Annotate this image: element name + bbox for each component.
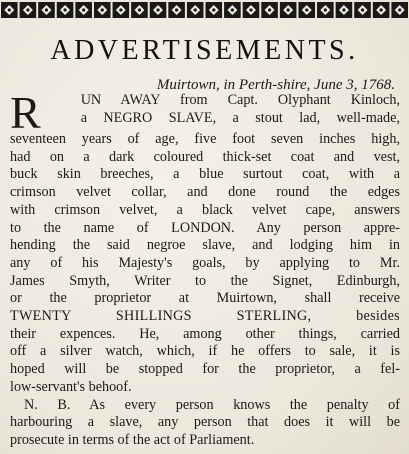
advert-line: with crimson velvet, a black velvet cape, answers <box>10 201 400 218</box>
advert-line: TWENTY SHILLINGS STERLING, besides <box>10 308 400 325</box>
advertisement-body <box>10 92 400 450</box>
border-ornament <box>336 2 353 18</box>
advert-line: a NEGRO SLAVE, a stout lad, well-made, <box>80 109 400 126</box>
advert-line: or the proprietor at Muirtown, shall receive <box>10 290 400 307</box>
drop-cap: R <box>10 92 41 131</box>
ornament-row <box>0 0 409 22</box>
section-heading: ADVERTISEMENTS. <box>50 35 359 66</box>
note-line: harbouring a slave, any person that does it will be <box>10 414 400 431</box>
dateline: Muirtown, in Perth-shire, June 3, 1768. <box>156 77 395 93</box>
advert-line: their expences. He, among other things, carried <box>10 325 400 342</box>
border-ornament <box>224 2 241 18</box>
border-ornament <box>1 2 18 18</box>
note-line: N. B. As every person knows the penalty of <box>24 396 400 413</box>
advert-line: crimson velvet collar, and done round the edges <box>10 184 400 201</box>
advert-line: UN AWAY from Capt. Olyphant Kinloch, <box>80 92 400 108</box>
advert-line: James Smyth, Writer to the Signet, Edinburgh, <box>10 272 400 289</box>
advert-line: to the name of LONDON. Any person appre- <box>10 219 400 236</box>
border-ornament <box>94 2 111 18</box>
border-ornament <box>354 2 371 18</box>
border-ornament <box>168 2 185 18</box>
border-ornament <box>206 2 223 18</box>
opening-paragraph-lead <box>10 92 400 131</box>
advert-line: off a silver watch, which, if he offers to sale, it is <box>10 343 400 360</box>
border-ornament <box>150 2 167 18</box>
advert-line: seventeen years of age, five foot seven inches high, <box>10 131 400 147</box>
border-ornament <box>373 2 390 18</box>
border-ornament <box>113 2 130 18</box>
border-ornament <box>317 2 334 18</box>
border-ornament <box>20 2 37 18</box>
border-ornament <box>187 2 204 18</box>
border-ornament <box>38 2 55 18</box>
border-ornament <box>131 2 148 18</box>
advert-line: buck skin breeches, a blue surtout coat, with a <box>10 166 400 183</box>
ornamental-border <box>0 0 409 22</box>
advert-line: hending the said negroe slave, and lodging him in <box>10 237 400 254</box>
border-ornament <box>261 2 278 18</box>
advert-line: any of his Majesty's goals, by applying to Mr. <box>10 254 400 271</box>
note-line: prosecute in terms of the act of Parliament. <box>10 431 255 448</box>
border-ornament <box>280 2 297 18</box>
border-ornament <box>57 2 74 18</box>
advert-line: had on a dark coloured thick-set coat and vest, <box>10 148 400 165</box>
border-ornament <box>75 2 92 18</box>
advert-line: low-servant's behoof. <box>10 378 132 395</box>
advert-line: hoped will be stopped for the proprietor, a fel- <box>10 361 400 378</box>
border-ornament <box>391 2 408 18</box>
border-ornament <box>243 2 260 18</box>
border-ornament <box>298 2 315 18</box>
